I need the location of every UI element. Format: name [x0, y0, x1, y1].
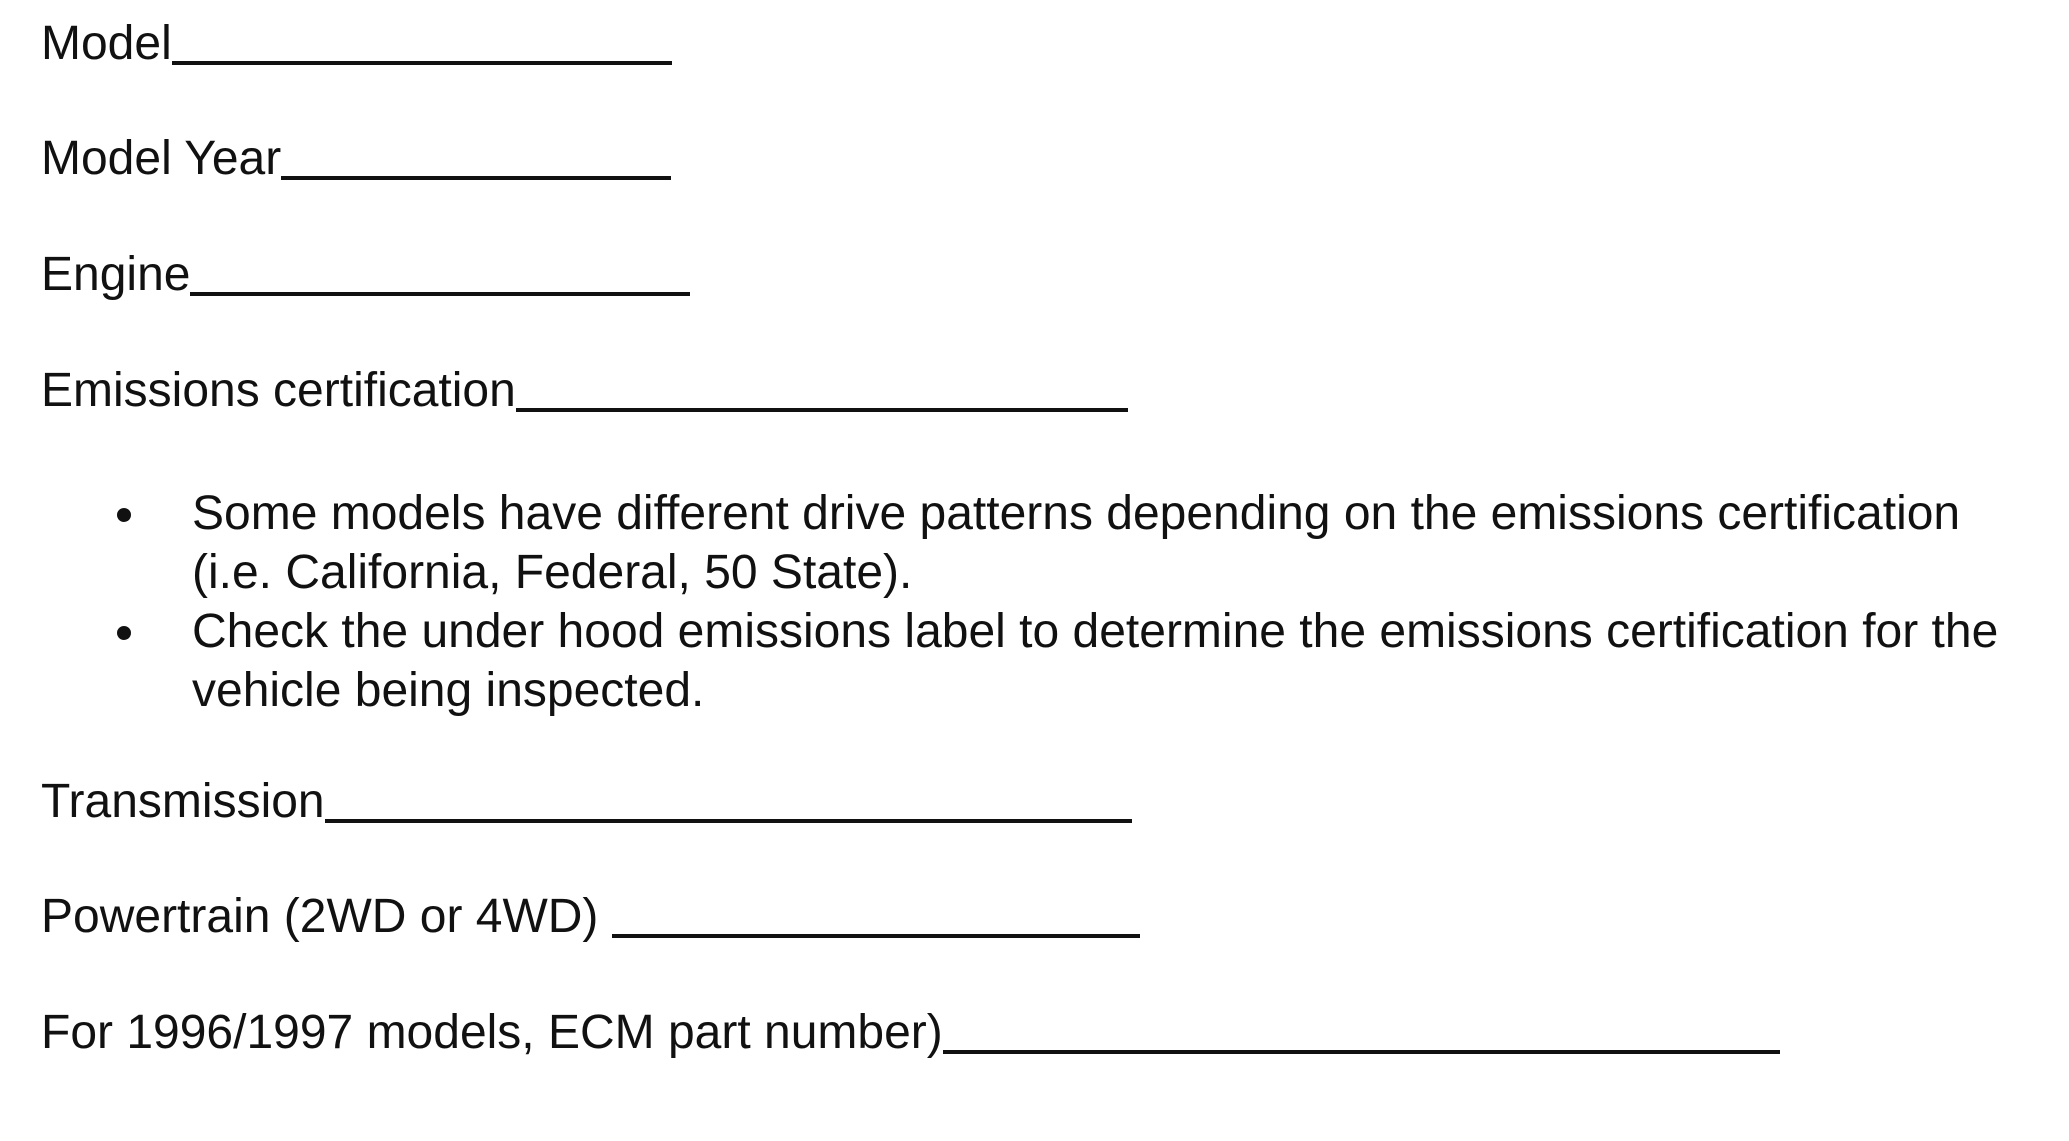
bullet-icon — [117, 626, 131, 640]
emissions-certification-label: Emissions certification — [41, 364, 516, 417]
powertrain-label: Powertrain (2WD or 4WD) — [41, 890, 612, 943]
list-item — [41, 602, 2051, 720]
powertrain-blank[interactable] — [612, 933, 1140, 938]
bullet-icon — [117, 508, 131, 522]
model-blank[interactable] — [172, 60, 672, 65]
ecm-part-number-field — [41, 1005, 1780, 1061]
list-item — [41, 484, 2051, 602]
engine-label: Engine — [41, 248, 191, 301]
transmission-blank[interactable] — [325, 818, 1132, 823]
ecm-part-number-blank[interactable] — [943, 1049, 1780, 1054]
model-year-label: Model Year — [41, 132, 282, 185]
powertrain-field — [41, 889, 1140, 945]
transmission-field — [41, 774, 1132, 830]
note-text: Some models have different drive patterns depending on the emissions certification (i.e. California, Federal, 50 State). — [192, 487, 1961, 599]
emissions-certification-field — [41, 363, 1128, 419]
transmission-label: Transmission — [41, 775, 325, 828]
engine-blank[interactable] — [190, 291, 690, 296]
engine-field — [41, 247, 690, 303]
ecm-part-number-label: For 1996/1997 models, ECM part number) — [41, 1006, 943, 1059]
model-field — [41, 16, 672, 72]
emissions-certification-blank[interactable] — [516, 407, 1128, 412]
model-label: Model — [41, 17, 172, 70]
note-text: Check the under hood emissions label to determine the emissions certification for the vehicle being inspected. — [192, 605, 1999, 717]
model-year-field — [41, 131, 671, 187]
emissions-notes-list — [41, 484, 2051, 720]
model-year-blank[interactable] — [281, 175, 671, 180]
